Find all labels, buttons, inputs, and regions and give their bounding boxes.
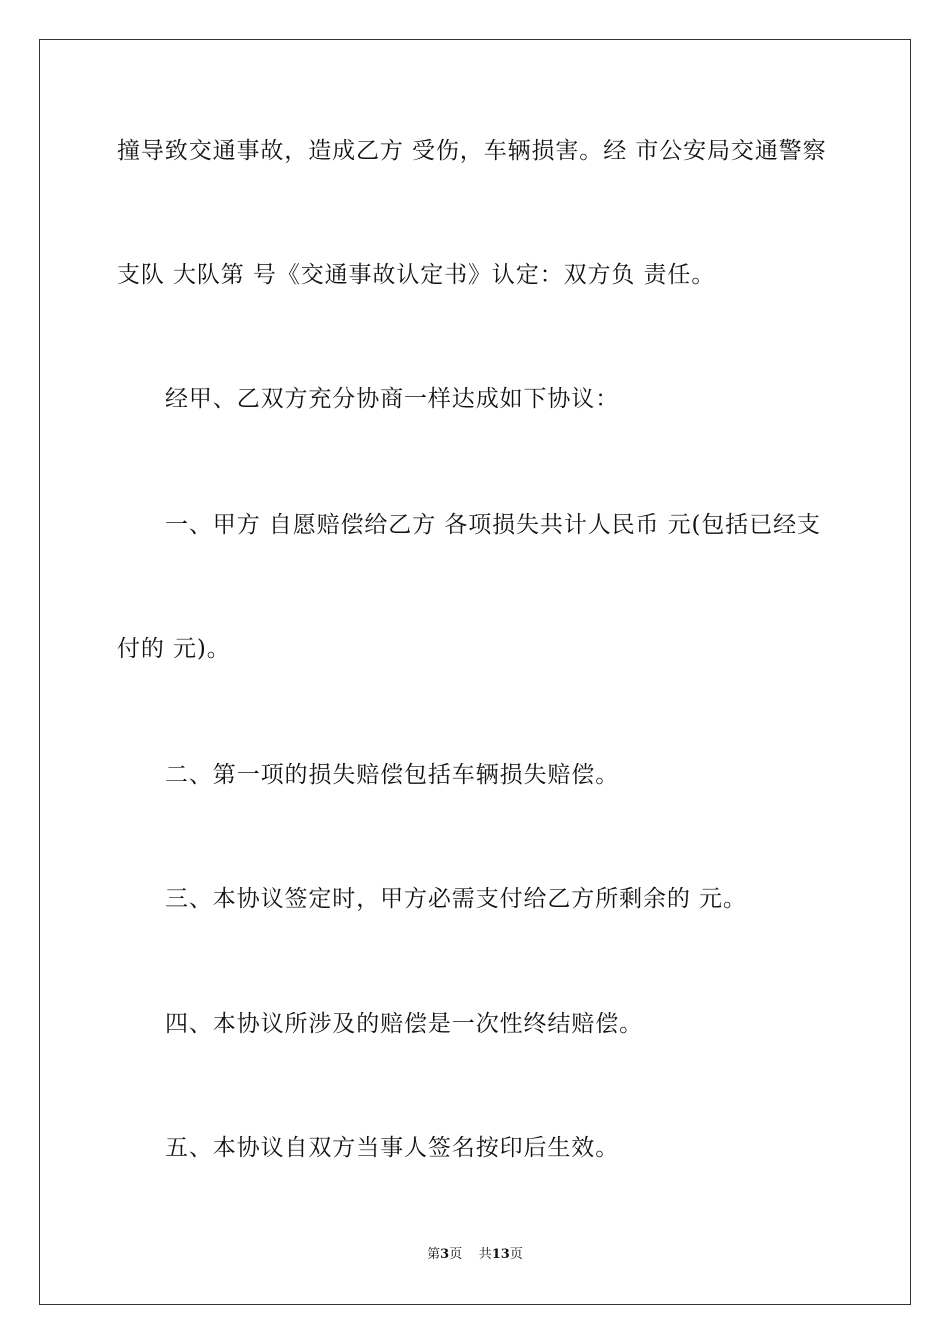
body-line-1: 撞导致交通事故，造成乙方 受伤，车辆损害。经 市公安局交通警察 bbox=[117, 138, 827, 164]
page-footer bbox=[0, 1246, 950, 1264]
body-line-2: 支队 大队第 号《交通事故认定书》认定：双方负 责任。 bbox=[117, 262, 716, 288]
clause-4: 四、本协议所涉及的赔偿是一次性终结赔偿。 bbox=[165, 1011, 643, 1037]
clause-5: 五、本协议自双方当事人签名按印后生效。 bbox=[165, 1135, 620, 1161]
footer-page-number: 3 bbox=[440, 1247, 450, 1262]
paragraph-agreement-intro: 经甲、乙双方充分协商一样达成如下协议： bbox=[165, 386, 620, 412]
footer-page-prefix: 第 bbox=[427, 1247, 441, 1262]
clause-3: 三、本协议签定时，甲方必需支付给乙方所剩余的 元。 bbox=[165, 886, 747, 912]
clause-1-line-2: 付的 元)。 bbox=[117, 636, 231, 662]
footer-total-suffix: 页 bbox=[509, 1247, 523, 1262]
footer-total-prefix: 共 bbox=[478, 1247, 492, 1262]
footer-total-pages: 13 bbox=[491, 1247, 510, 1262]
clause-2: 二、第一项的损失赔偿包括车辆损失赔偿。 bbox=[165, 762, 620, 788]
clause-1-line-1: 一、甲方 自愿赔偿给乙方 各项损失共计人民币 元(包括已经支 bbox=[165, 512, 821, 538]
page-border bbox=[39, 39, 911, 1305]
footer-page-suffix: 页 bbox=[449, 1247, 463, 1262]
